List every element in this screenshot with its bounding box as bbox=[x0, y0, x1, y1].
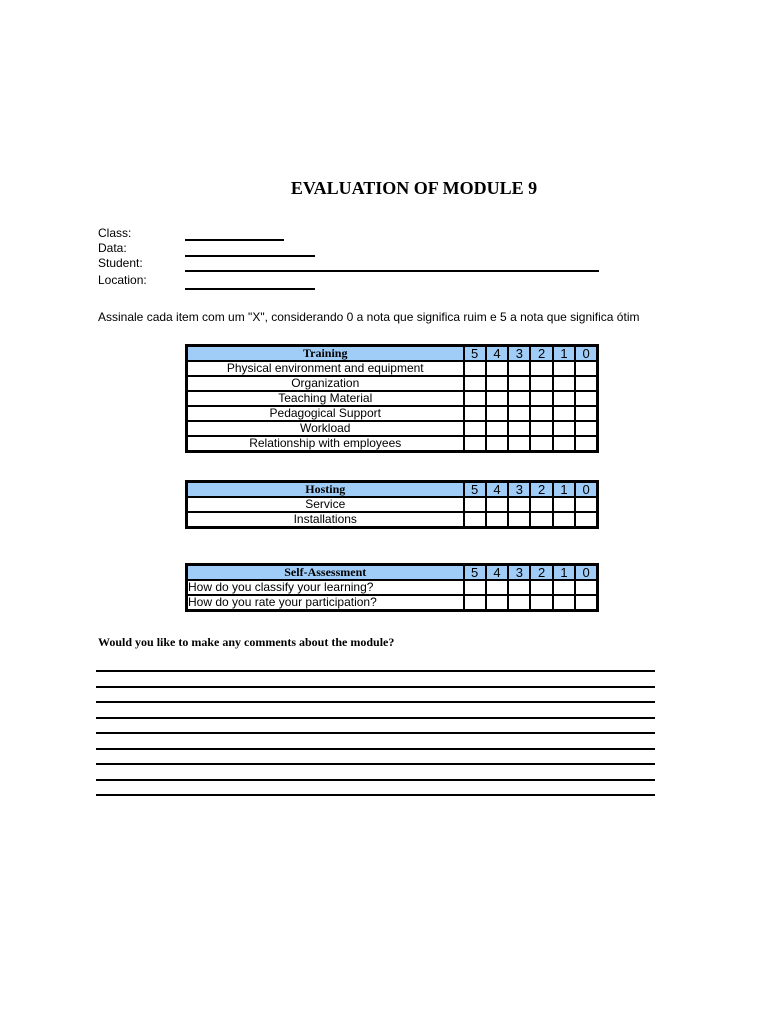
rating-cell[interactable] bbox=[575, 406, 597, 421]
scale-4: 4 bbox=[486, 565, 508, 581]
rating-cell[interactable] bbox=[464, 497, 486, 512]
rating-cell[interactable] bbox=[530, 580, 552, 595]
rating-cell[interactable] bbox=[553, 497, 575, 512]
rating-cell[interactable] bbox=[508, 497, 530, 512]
student-label: Student: bbox=[98, 256, 143, 270]
rating-cell[interactable] bbox=[553, 376, 575, 391]
table-row bbox=[187, 436, 598, 452]
rating-cell[interactable] bbox=[464, 595, 486, 611]
rating-cell[interactable] bbox=[553, 361, 575, 376]
rating-cell[interactable] bbox=[508, 580, 530, 595]
section-header-hosting: Hosting bbox=[187, 482, 464, 498]
section-header-self-assessment: Self-Assessment bbox=[187, 565, 464, 581]
rating-cell[interactable] bbox=[575, 595, 597, 611]
rating-cell[interactable] bbox=[464, 436, 486, 452]
scale-0: 0 bbox=[575, 565, 597, 581]
rating-cell[interactable] bbox=[464, 421, 486, 436]
table-row bbox=[187, 512, 598, 528]
rating-cell[interactable] bbox=[530, 421, 552, 436]
student-field[interactable] bbox=[185, 270, 599, 272]
rating-cell[interactable] bbox=[508, 361, 530, 376]
class-label: Class: bbox=[98, 226, 132, 240]
rating-cell[interactable] bbox=[464, 391, 486, 406]
data-label: Data: bbox=[98, 241, 127, 255]
table-row bbox=[187, 376, 598, 391]
hosting-table bbox=[185, 480, 599, 529]
rating-cell[interactable] bbox=[508, 391, 530, 406]
comment-line[interactable] bbox=[96, 763, 655, 765]
rating-cell[interactable] bbox=[486, 512, 508, 528]
rating-cell[interactable] bbox=[553, 421, 575, 436]
rating-cell[interactable] bbox=[486, 580, 508, 595]
scale-3: 3 bbox=[508, 482, 530, 498]
rating-cell[interactable] bbox=[486, 595, 508, 611]
scale-1: 1 bbox=[553, 565, 575, 581]
scale-3: 3 bbox=[508, 565, 530, 581]
rating-cell[interactable] bbox=[553, 436, 575, 452]
rating-cell[interactable] bbox=[575, 580, 597, 595]
self-assessment-table bbox=[185, 563, 599, 612]
rating-cell[interactable] bbox=[553, 512, 575, 528]
rating-cell[interactable] bbox=[575, 436, 597, 452]
scale-2: 2 bbox=[530, 565, 552, 581]
item-label: Pedagogical Support bbox=[187, 406, 464, 421]
item-label: Teaching Material bbox=[187, 391, 464, 406]
scale-2: 2 bbox=[530, 346, 552, 362]
rating-cell[interactable] bbox=[464, 580, 486, 595]
comment-line[interactable] bbox=[96, 670, 655, 672]
scale-4: 4 bbox=[486, 346, 508, 362]
instructions-text: Assinale cada item com um "X", considerando 0 a nota que significa ruim e 5 a nota que significa ótim bbox=[98, 310, 640, 324]
rating-cell[interactable] bbox=[553, 595, 575, 611]
item-label: Workload bbox=[187, 421, 464, 436]
rating-cell[interactable] bbox=[508, 421, 530, 436]
data-field[interactable] bbox=[185, 255, 315, 257]
rating-cell[interactable] bbox=[464, 376, 486, 391]
rating-cell[interactable] bbox=[486, 391, 508, 406]
comment-line[interactable] bbox=[96, 794, 655, 796]
rating-cell[interactable] bbox=[575, 361, 597, 376]
rating-cell[interactable] bbox=[464, 361, 486, 376]
scale-0: 0 bbox=[575, 346, 597, 362]
rating-cell[interactable] bbox=[508, 512, 530, 528]
table-row bbox=[187, 595, 598, 611]
scale-1: 1 bbox=[553, 346, 575, 362]
rating-cell[interactable] bbox=[486, 361, 508, 376]
rating-cell[interactable] bbox=[508, 406, 530, 421]
rating-cell[interactable] bbox=[530, 497, 552, 512]
rating-cell[interactable] bbox=[553, 406, 575, 421]
rating-cell[interactable] bbox=[486, 421, 508, 436]
rating-cell[interactable] bbox=[575, 376, 597, 391]
table-row bbox=[187, 361, 598, 376]
table-row bbox=[187, 421, 598, 436]
rating-cell[interactable] bbox=[530, 512, 552, 528]
comment-line[interactable] bbox=[96, 686, 655, 688]
rating-cell[interactable] bbox=[530, 595, 552, 611]
rating-cell[interactable] bbox=[508, 595, 530, 611]
rating-cell[interactable] bbox=[530, 361, 552, 376]
scale-4: 4 bbox=[486, 482, 508, 498]
table-row bbox=[187, 497, 598, 512]
item-label: How do you classify your learning? bbox=[187, 580, 464, 595]
section-header-training: Training bbox=[187, 346, 464, 362]
table-row bbox=[187, 580, 598, 595]
comment-line[interactable] bbox=[96, 701, 655, 703]
scale-5: 5 bbox=[464, 482, 486, 498]
rating-cell[interactable] bbox=[464, 406, 486, 421]
item-label: Relationship with employees bbox=[187, 436, 464, 452]
rating-cell[interactable] bbox=[508, 436, 530, 452]
rating-cell[interactable] bbox=[530, 376, 552, 391]
rating-cell[interactable] bbox=[530, 391, 552, 406]
rating-cell[interactable] bbox=[575, 421, 597, 436]
location-label: Location: bbox=[98, 273, 147, 287]
rating-cell[interactable] bbox=[575, 497, 597, 512]
rating-cell[interactable] bbox=[464, 512, 486, 528]
rating-cell[interactable] bbox=[530, 406, 552, 421]
training-table bbox=[185, 344, 599, 453]
comment-line[interactable] bbox=[96, 748, 655, 750]
scale-0: 0 bbox=[575, 482, 597, 498]
table-row bbox=[187, 406, 598, 421]
class-field[interactable] bbox=[185, 239, 284, 241]
scale-3: 3 bbox=[508, 346, 530, 362]
rating-cell[interactable] bbox=[486, 497, 508, 512]
rating-cell[interactable] bbox=[530, 436, 552, 452]
item-label: Service bbox=[187, 497, 464, 512]
rating-cell[interactable] bbox=[575, 391, 597, 406]
location-field[interactable] bbox=[185, 288, 315, 290]
item-label: Installations bbox=[187, 512, 464, 528]
comment-line[interactable] bbox=[96, 717, 655, 719]
rating-cell[interactable] bbox=[486, 436, 508, 452]
scale-5: 5 bbox=[464, 346, 486, 362]
comment-line[interactable] bbox=[96, 779, 655, 781]
rating-cell[interactable] bbox=[553, 580, 575, 595]
item-label: Physical environment and equipment bbox=[187, 361, 464, 376]
table-row bbox=[187, 391, 598, 406]
comments-question: Would you like to make any comments about the module? bbox=[98, 635, 395, 649]
rating-cell[interactable] bbox=[508, 376, 530, 391]
scale-1: 1 bbox=[553, 482, 575, 498]
rating-cell[interactable] bbox=[486, 406, 508, 421]
item-label: Organization bbox=[187, 376, 464, 391]
item-label: How do you rate your participation? bbox=[187, 595, 464, 611]
rating-cell[interactable] bbox=[575, 512, 597, 528]
scale-2: 2 bbox=[530, 482, 552, 498]
page-title: EVALUATION OF MODULE 9 bbox=[290, 178, 538, 198]
rating-cell[interactable] bbox=[486, 376, 508, 391]
comment-line[interactable] bbox=[96, 732, 655, 734]
scale-5: 5 bbox=[464, 565, 486, 581]
rating-cell[interactable] bbox=[553, 391, 575, 406]
